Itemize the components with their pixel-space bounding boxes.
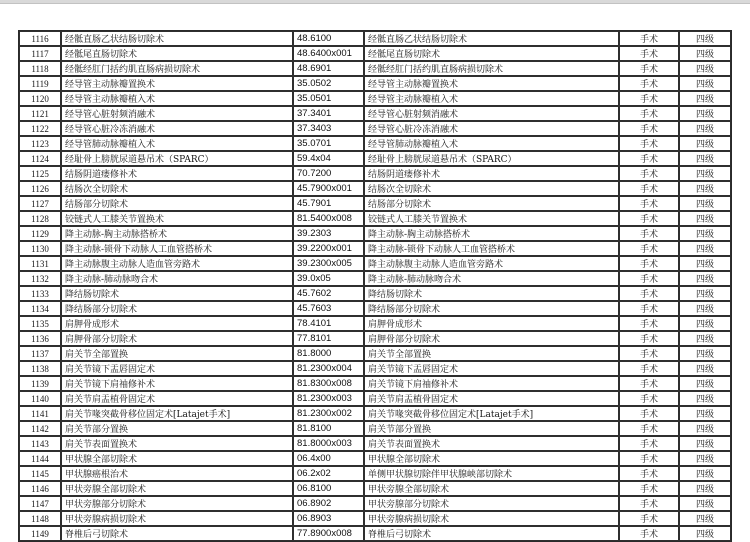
operation-level-cell: 四级 [679, 166, 731, 181]
operation-level-cell: 四级 [679, 361, 731, 376]
procedure-code-cell: 35.0501 [293, 91, 364, 106]
procedure-name-cell: 经骶直肠乙状结肠切除术 [61, 31, 293, 46]
procedure-name-cell: 肩关节镜下肩袖修补术 [61, 376, 293, 391]
procedure-name-cell: 经导管心脏冷冻消融术 [61, 121, 293, 136]
row-number-cell: 1142 [19, 421, 61, 436]
row-number-cell: 1126 [19, 181, 61, 196]
procedure-code-cell: 06.8100 [293, 481, 364, 496]
table-row [19, 511, 731, 526]
row-number-cell: 1137 [19, 346, 61, 361]
procedure-code-cell: 35.0701 [293, 136, 364, 151]
operation-type-cell: 手术 [619, 31, 679, 46]
row-number-cell: 1133 [19, 286, 61, 301]
operation-level-cell: 四级 [679, 301, 731, 316]
procedure-name-cell: 降主动脉-肺动脉吻合术 [61, 271, 293, 286]
procedure-name-repeat-cell: 经骶直肠乙状结肠切除术 [364, 31, 619, 46]
procedure-name-cell: 肩关节部分置换 [61, 421, 293, 436]
procedure-name-repeat-cell: 降主动脉腹主动脉人造血管旁路术 [364, 256, 619, 271]
procedure-name-repeat-cell: 肩关节肩盂植骨固定术 [364, 391, 619, 406]
procedure-name-cell: 降结肠切除术 [61, 286, 293, 301]
procedure-name-repeat-cell: 甲状腺全部切除术 [364, 451, 619, 466]
table-row [19, 271, 731, 286]
operation-type-cell: 手术 [619, 466, 679, 481]
operation-level-cell: 四级 [679, 436, 731, 451]
procedure-code-cell: 45.7901 [293, 196, 364, 211]
procedure-code-cell: 70.7200 [293, 166, 364, 181]
procedure-code-cell: 45.7900x001 [293, 181, 364, 196]
procedure-name-cell: 经导管主动脉瓣植入术 [61, 91, 293, 106]
operation-level-cell: 四级 [679, 451, 731, 466]
procedure-code-cell: 81.5400x008 [293, 211, 364, 226]
procedure-name-cell: 经骶尾直肠切除术 [61, 46, 293, 61]
procedure-code-cell: 45.7603 [293, 301, 364, 316]
operation-level-cell: 四级 [679, 496, 731, 511]
operation-type-cell: 手术 [619, 451, 679, 466]
row-number-cell: 1139 [19, 376, 61, 391]
row-number-cell: 1118 [19, 61, 61, 76]
operation-level-cell: 四级 [679, 241, 731, 256]
procedure-name-repeat-cell: 肩关节表面置换术 [364, 436, 619, 451]
operation-type-cell: 手术 [619, 91, 679, 106]
table-row [19, 331, 731, 346]
operation-type-cell: 手术 [619, 301, 679, 316]
row-number-cell: 1125 [19, 166, 61, 181]
procedure-name-cell: 经耻骨上膀胱尿道悬吊术（SPARC） [61, 151, 293, 166]
table-row [19, 196, 731, 211]
row-number-cell: 1123 [19, 136, 61, 151]
operation-level-cell: 四级 [679, 151, 731, 166]
procedure-name-repeat-cell: 降结肠切除术 [364, 286, 619, 301]
operation-level-cell: 四级 [679, 286, 731, 301]
row-number-cell: 1136 [19, 331, 61, 346]
row-number-cell: 1146 [19, 481, 61, 496]
operation-level-cell: 四级 [679, 31, 731, 46]
procedure-name-cell: 肩胛骨成形术 [61, 316, 293, 331]
procedure-code-cell: 37.3401 [293, 106, 364, 121]
row-number-cell: 1141 [19, 406, 61, 421]
procedure-name-repeat-cell: 降结肠部分切除术 [364, 301, 619, 316]
operation-level-cell: 四级 [679, 316, 731, 331]
procedure-name-repeat-cell: 经导管主动脉瓣植入术 [364, 91, 619, 106]
row-number-cell: 1121 [19, 106, 61, 121]
procedure-name-repeat-cell: 经骶经肛门括约肌直肠病损切除术 [364, 61, 619, 76]
table-row [19, 466, 731, 481]
procedure-name-cell: 结肠次全切除术 [61, 181, 293, 196]
procedure-name-cell: 经导管心脏射频消融术 [61, 106, 293, 121]
table-row [19, 121, 731, 136]
procedure-code-cell: 81.8100 [293, 421, 364, 436]
row-number-cell: 1138 [19, 361, 61, 376]
table-row [19, 496, 731, 511]
procedure-code-cell: 81.8000x003 [293, 436, 364, 451]
operation-type-cell: 手术 [619, 121, 679, 136]
procedure-name-repeat-cell: 降主动脉-胸主动脉搭桥术 [364, 226, 619, 241]
row-number-cell: 1129 [19, 226, 61, 241]
table-row [19, 136, 731, 151]
procedure-name-repeat-cell: 甲状旁腺全部切除术 [364, 481, 619, 496]
table-row [19, 481, 731, 496]
procedure-code-cell: 77.8900x008 [293, 526, 364, 541]
procedure-name-cell: 经导管肺动脉瓣植入术 [61, 136, 293, 151]
operation-type-cell: 手术 [619, 106, 679, 121]
operation-type-cell: 手术 [619, 421, 679, 436]
operation-type-cell: 手术 [619, 46, 679, 61]
operation-level-cell: 四级 [679, 121, 731, 136]
procedure-name-repeat-cell: 降主动脉-肺动脉吻合术 [364, 271, 619, 286]
procedure-name-cell: 甲状旁腺部分切除术 [61, 496, 293, 511]
operation-type-cell: 手术 [619, 406, 679, 421]
procedure-name-cell: 肩关节表面置换术 [61, 436, 293, 451]
operation-type-cell: 手术 [619, 511, 679, 526]
procedure-name-cell: 甲状旁腺全部切除术 [61, 481, 293, 496]
procedure-name-repeat-cell: 肩关节镜下盂唇固定术 [364, 361, 619, 376]
procedure-code-cell: 59.4x04 [293, 151, 364, 166]
operation-level-cell: 四级 [679, 406, 731, 421]
operation-type-cell: 手术 [619, 481, 679, 496]
procedure-name-cell: 降主动脉-胸主动脉搭桥术 [61, 226, 293, 241]
operation-level-cell: 四级 [679, 196, 731, 211]
procedure-name-cell: 肩胛骨部分切除术 [61, 331, 293, 346]
row-number-cell: 1122 [19, 121, 61, 136]
operation-type-cell: 手术 [619, 286, 679, 301]
operation-type-cell: 手术 [619, 61, 679, 76]
procedure-code-cell: 78.4101 [293, 316, 364, 331]
row-number-cell: 1134 [19, 301, 61, 316]
operation-type-cell: 手术 [619, 256, 679, 271]
row-number-cell: 1145 [19, 466, 61, 481]
procedure-code-cell: 39.2303 [293, 226, 364, 241]
procedure-code-cell: 77.8101 [293, 331, 364, 346]
table-row [19, 301, 731, 316]
operation-level-cell: 四级 [679, 391, 731, 406]
operation-level-cell: 四级 [679, 256, 731, 271]
table-row [19, 316, 731, 331]
row-number-cell: 1143 [19, 436, 61, 451]
operation-level-cell: 四级 [679, 466, 731, 481]
operation-type-cell: 手术 [619, 226, 679, 241]
procedure-code-cell: 48.6400x001 [293, 46, 364, 61]
procedure-name-repeat-cell: 甲状旁腺病损切除术 [364, 511, 619, 526]
procedure-name-cell: 脊椎后弓切除术 [61, 526, 293, 541]
procedure-name-cell: 降主动脉腹主动脉人造血管旁路术 [61, 256, 293, 271]
row-number-cell: 1148 [19, 511, 61, 526]
table-row [19, 241, 731, 256]
operation-type-cell: 手术 [619, 496, 679, 511]
procedure-table-container [18, 30, 730, 540]
row-number-cell: 1132 [19, 271, 61, 286]
table-row [19, 376, 731, 391]
procedure-code-cell: 39.2200x001 [293, 241, 364, 256]
procedure-name-repeat-cell: 脊椎后弓切除术 [364, 526, 619, 541]
procedure-code-cell: 81.8000 [293, 346, 364, 361]
page-top-edge-strip [0, 0, 750, 4]
operation-level-cell: 四级 [679, 331, 731, 346]
procedure-name-repeat-cell: 单侧甲状腺切除伴甲状腺峡部切除术 [364, 466, 619, 481]
table-row [19, 526, 731, 541]
procedure-name-repeat-cell: 肩关节喙突截骨移位固定术[Latajet手术] [364, 406, 619, 421]
procedure-name-cell: 经导管主动脉瓣置换术 [61, 76, 293, 91]
procedure-name-repeat-cell: 肩胛骨部分切除术 [364, 331, 619, 346]
row-number-cell: 1119 [19, 76, 61, 91]
operation-level-cell: 四级 [679, 61, 731, 76]
operation-level-cell: 四级 [679, 106, 731, 121]
table-row [19, 346, 731, 361]
operation-type-cell: 手术 [619, 316, 679, 331]
procedures-table-body [19, 31, 731, 541]
table-row [19, 46, 731, 61]
procedure-name-cell: 降主动脉-锁骨下动脉人工血管搭桥术 [61, 241, 293, 256]
procedure-code-cell: 81.2300x002 [293, 406, 364, 421]
procedure-code-cell: 48.6100 [293, 31, 364, 46]
operation-type-cell: 手术 [619, 361, 679, 376]
operation-type-cell: 手术 [619, 166, 679, 181]
operation-type-cell: 手术 [619, 76, 679, 91]
procedure-name-cell: 甲状腺癌根治术 [61, 466, 293, 481]
procedure-name-repeat-cell: 降主动脉-锁骨下动脉人工血管搭桥术 [364, 241, 619, 256]
row-number-cell: 1135 [19, 316, 61, 331]
table-row [19, 61, 731, 76]
operation-level-cell: 四级 [679, 46, 731, 61]
procedure-name-cell: 结肠阴道瘘修补术 [61, 166, 293, 181]
table-row [19, 211, 731, 226]
operation-level-cell: 四级 [679, 346, 731, 361]
procedure-code-cell: 06.4x00 [293, 451, 364, 466]
operation-level-cell: 四级 [679, 181, 731, 196]
procedure-code-cell: 48.6901 [293, 61, 364, 76]
operation-level-cell: 四级 [679, 76, 731, 91]
table-row [19, 256, 731, 271]
table-row [19, 31, 731, 46]
operation-type-cell: 手术 [619, 526, 679, 541]
procedure-name-repeat-cell: 肩关节镜下肩袖修补术 [364, 376, 619, 391]
procedure-code-cell: 45.7602 [293, 286, 364, 301]
procedure-name-cell: 甲状腺全部切除术 [61, 451, 293, 466]
procedure-name-repeat-cell: 经导管肺动脉瓣植入术 [364, 136, 619, 151]
table-row [19, 391, 731, 406]
operation-type-cell: 手术 [619, 436, 679, 451]
row-number-cell: 1140 [19, 391, 61, 406]
operation-type-cell: 手术 [619, 271, 679, 286]
table-row [19, 451, 731, 466]
procedure-name-cell: 降结肠部分切除术 [61, 301, 293, 316]
table-row [19, 151, 731, 166]
procedure-code-cell: 81.8300x008 [293, 376, 364, 391]
row-number-cell: 1147 [19, 496, 61, 511]
operation-level-cell: 四级 [679, 271, 731, 286]
row-number-cell: 1128 [19, 211, 61, 226]
operation-type-cell: 手术 [619, 151, 679, 166]
procedure-name-repeat-cell: 铰链式人工膝关节置换术 [364, 211, 619, 226]
procedure-code-cell: 06.8903 [293, 511, 364, 526]
table-row [19, 106, 731, 121]
operation-type-cell: 手术 [619, 211, 679, 226]
table-row [19, 166, 731, 181]
procedure-name-repeat-cell: 肩关节部分置换 [364, 421, 619, 436]
table-row [19, 181, 731, 196]
operation-level-cell: 四级 [679, 511, 731, 526]
table-row [19, 226, 731, 241]
operation-type-cell: 手术 [619, 181, 679, 196]
operation-type-cell: 手术 [619, 346, 679, 361]
operation-type-cell: 手术 [619, 196, 679, 211]
table-row [19, 421, 731, 436]
procedure-name-repeat-cell: 结肠次全切除术 [364, 181, 619, 196]
operation-level-cell: 四级 [679, 91, 731, 106]
operation-level-cell: 四级 [679, 226, 731, 241]
procedure-code-cell: 35.0502 [293, 76, 364, 91]
row-number-cell: 1127 [19, 196, 61, 211]
table-row [19, 406, 731, 421]
procedure-name-repeat-cell: 经耻骨上膀胱尿道悬吊术（SPARC） [364, 151, 619, 166]
table-row [19, 91, 731, 106]
row-number-cell: 1130 [19, 241, 61, 256]
row-number-cell: 1120 [19, 91, 61, 106]
procedure-code-cell: 06.2x02 [293, 466, 364, 481]
procedure-name-repeat-cell: 经导管心脏射频消融术 [364, 106, 619, 121]
table-row [19, 286, 731, 301]
procedure-name-cell: 铰链式人工膝关节置换术 [61, 211, 293, 226]
operation-level-cell: 四级 [679, 421, 731, 436]
row-number-cell: 1116 [19, 31, 61, 46]
table-row [19, 361, 731, 376]
table-row [19, 76, 731, 91]
procedure-code-cell: 39.0x05 [293, 271, 364, 286]
procedure-name-cell: 肩关节肩盂植骨固定术 [61, 391, 293, 406]
procedure-code-cell: 81.2300x003 [293, 391, 364, 406]
procedure-name-repeat-cell: 肩关节全部置换 [364, 346, 619, 361]
procedure-name-repeat-cell: 肩胛骨成形术 [364, 316, 619, 331]
operation-type-cell: 手术 [619, 136, 679, 151]
procedure-name-repeat-cell: 结肠部分切除术 [364, 196, 619, 211]
procedure-name-repeat-cell: 结肠阴道瘘修补术 [364, 166, 619, 181]
operation-level-cell: 四级 [679, 136, 731, 151]
operation-type-cell: 手术 [619, 241, 679, 256]
procedure-name-cell: 甲状旁腺病损切除术 [61, 511, 293, 526]
row-number-cell: 1149 [19, 526, 61, 541]
procedure-name-cell: 肩关节全部置换 [61, 346, 293, 361]
procedures-table [18, 30, 732, 542]
procedure-name-repeat-cell: 经导管心脏冷冻消融术 [364, 121, 619, 136]
procedure-name-cell: 结肠部分切除术 [61, 196, 293, 211]
procedure-code-cell: 81.2300x004 [293, 361, 364, 376]
procedure-name-cell: 肩关节喙突截骨移位固定术[Latajet手术] [61, 406, 293, 421]
operation-type-cell: 手术 [619, 376, 679, 391]
procedure-name-repeat-cell: 甲状旁腺部分切除术 [364, 496, 619, 511]
operation-level-cell: 四级 [679, 481, 731, 496]
operation-level-cell: 四级 [679, 376, 731, 391]
procedure-code-cell: 06.8902 [293, 496, 364, 511]
operation-level-cell: 四级 [679, 211, 731, 226]
procedure-name-repeat-cell: 经导管主动脉瓣置换术 [364, 76, 619, 91]
procedure-name-repeat-cell: 经骶尾直肠切除术 [364, 46, 619, 61]
procedure-name-cell: 经骶经肛门括约肌直肠病损切除术 [61, 61, 293, 76]
operation-type-cell: 手术 [619, 331, 679, 346]
procedure-name-cell: 肩关节镜下盂唇固定术 [61, 361, 293, 376]
operation-level-cell: 四级 [679, 526, 731, 541]
row-number-cell: 1124 [19, 151, 61, 166]
procedure-code-cell: 37.3403 [293, 121, 364, 136]
operation-type-cell: 手术 [619, 391, 679, 406]
table-row [19, 436, 731, 451]
row-number-cell: 1117 [19, 46, 61, 61]
row-number-cell: 1131 [19, 256, 61, 271]
procedure-code-cell: 39.2300x005 [293, 256, 364, 271]
row-number-cell: 1144 [19, 451, 61, 466]
